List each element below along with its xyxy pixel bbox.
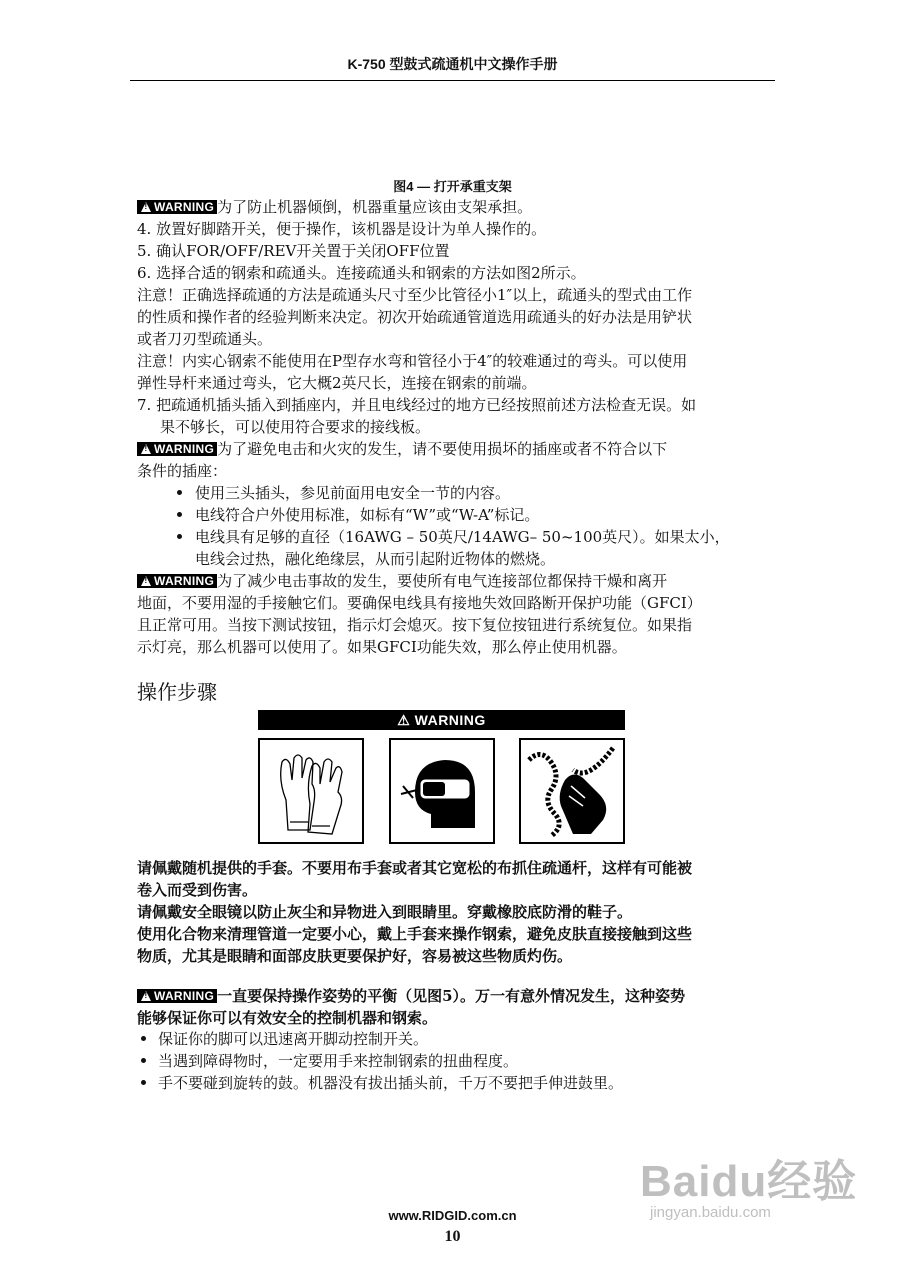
warning-triangle-icon — [141, 991, 151, 1001]
gloves-instruction-line-1: 请佩戴随机提供的手套。不要用布手套或者其它宽松的布抓住疏通杆，这样有可能被 — [137, 859, 693, 877]
bullet-dot-icon — [177, 512, 182, 517]
step-7-line-2: 果不够长，可以使用符合要求的接线板。 — [160, 418, 431, 436]
bullet-dot-icon — [177, 490, 182, 495]
bullet-item: 使用三头插头，参见前面用电安全一节的内容。 — [195, 484, 511, 502]
warning-triangle-icon — [141, 202, 151, 212]
bullet-dot-icon — [141, 1058, 146, 1063]
stance-line-2: 能够保证你可以有效安全的控制机器和钢索。 — [137, 1009, 438, 1027]
figure-caption: 图4 — 打开承重支架 — [393, 179, 512, 194]
bullet-item: 电线具有足够的直径（16AWG – 50英尺/14AWG– 50~100英尺）。如果太小， — [195, 528, 730, 546]
document-header-title: K-750 型鼓式疏通机中文操作手册 — [347, 56, 558, 72]
chemicals-instruction-line-1: 使用化合物来清理管道一定要小心，戴上手套来操作钢索，避免皮肤直接接触到这些 — [137, 925, 693, 943]
step-4: 4. 放置好脚踏开关，便于操作，该机器是设计为单人操作的。 — [137, 220, 547, 238]
warning-text: 为了防止机器倾倒，机器重量应该由支架承担。 — [217, 198, 533, 216]
warning-paragraph-tipping — [137, 196, 777, 218]
chemicals-instruction-line-2: 物质，尤其是眼睛和面部皮肤更要保护好，容易被这些物质灼伤。 — [137, 947, 573, 965]
goggles-pictogram — [389, 738, 495, 844]
step-7-line-1: 7. 把疏通机插头插入到插座内，并且电线经过的地方已经按照前述方法检查无误。如 — [137, 396, 697, 414]
note-1-line-1: 注意！正确选择疏通的方法是疏通头尺寸至少比管径小1″以上，疏通头的型式由工作 — [137, 286, 693, 304]
cable-hand-pictogram — [519, 738, 625, 844]
footer-url: www.RIDGID.com.cn — [388, 1208, 517, 1223]
stance-bullet: 手不要碰到旋转的鼓。机器没有拔出插头前，千万不要把手伸进鼓里。 — [158, 1074, 624, 1092]
warning-shock-line-3: 且正常可用。当按下测试按钮，指示灯会熄灭。按下复位按钮进行系统复位。如果指 — [137, 616, 693, 634]
stance-bullet: 当遇到障碍物时，一定要用手来控制钢索的扭曲程度。 — [158, 1052, 519, 1070]
warning-badge: !WARNING — [137, 574, 217, 588]
warning-paragraph-stance — [137, 985, 685, 1007]
warning-triangle-icon: ⚠ — [397, 712, 411, 728]
watermark-url: jingyan.baidu.com — [650, 1204, 771, 1221]
warning-badge: !WARNING — [137, 200, 217, 214]
note-2-line-1: 注意！内实心钢索不能使用在P型存水弯和管径小于4″的较难通过的弯头。可以使用 — [137, 352, 688, 370]
bullet-item-continued: 电线会过热，融化绝缘层，从而引起附近物体的燃烧。 — [195, 550, 556, 568]
note-2-line-2: 弹性导杆来通过弯头，它大概2英尺长，连接在钢索的前端。 — [137, 374, 537, 392]
cable-hand-icon — [521, 740, 623, 842]
warning-paragraph-shock — [137, 570, 777, 592]
page-number: 10 — [444, 1228, 461, 1245]
goggles-instruction: 请佩戴安全眼镜以防止灰尘和异物进入到眼睛里。穿戴橡胶底防滑的鞋子。 — [137, 903, 633, 921]
warning-triangle-icon — [141, 444, 151, 454]
step-5: 5. 确认FOR/OFF/REV开关置于关闭OFF位置 — [137, 242, 450, 260]
warning-badge: !WARNING — [137, 989, 217, 1003]
safety-goggles-icon — [391, 740, 493, 842]
note-1-line-3: 或者刀刃型疏通头。 — [137, 330, 273, 348]
warning-banner — [258, 710, 625, 730]
warning-text: 一直要保持操作姿势的平衡（见图5）。万一有意外情况发生，这种姿势 — [217, 987, 686, 1005]
section-heading: 操作步骤 — [137, 680, 217, 704]
stance-bullet: 保证你的脚可以迅速离开脚动控制开关。 — [158, 1030, 429, 1048]
header-rule — [130, 80, 775, 81]
warning-text: 为了减少电击事故的发生，要使所有电气连接部位都保持干燥和离开 — [217, 572, 668, 590]
warning-shock-line-2: 地面，不要用湿的手接触它们。要确保电线具有接地失效回路断开保护功能（GFCI） — [137, 594, 702, 612]
step-6: 6. 选择合适的钢索和疏通头。连接疏通头和钢索的方法如图2所示。 — [137, 264, 586, 282]
bullet-item: 电线符合户外使用标准，如标有“W”或“W-A”标记。 — [195, 506, 540, 524]
warning-triangle-icon — [141, 576, 151, 586]
warning-shock-line-4: 示灯亮，那么机器可以使用了。如果GFCI功能失效，那么停止使用机器。 — [137, 638, 627, 656]
gloves-pictogram — [258, 738, 364, 844]
bullet-dot-icon — [141, 1080, 146, 1085]
warning-badge: !WARNING — [137, 442, 217, 456]
bullet-dot-icon — [177, 534, 182, 539]
warning-text: 为了避免电击和火灾的发生，请不要使用损坏的插座或者不符合以下 — [217, 440, 668, 458]
note-1-line-2: 的性质和操作者的经验判断来决定。初次开始疏通管道选用疏通头的好办法是用铲状 — [137, 308, 693, 326]
warning-outlet-line-2: 条件的插座： — [137, 462, 228, 480]
gloves-instruction-line-2: 卷入而受到伤害。 — [137, 881, 258, 899]
watermark-main: Baidu经验 — [640, 1157, 858, 1206]
warning-paragraph-outlet — [137, 438, 777, 460]
gloves-icon — [260, 740, 362, 842]
bullet-dot-icon — [141, 1036, 146, 1041]
warning-banner-label: WARNING — [414, 712, 486, 728]
